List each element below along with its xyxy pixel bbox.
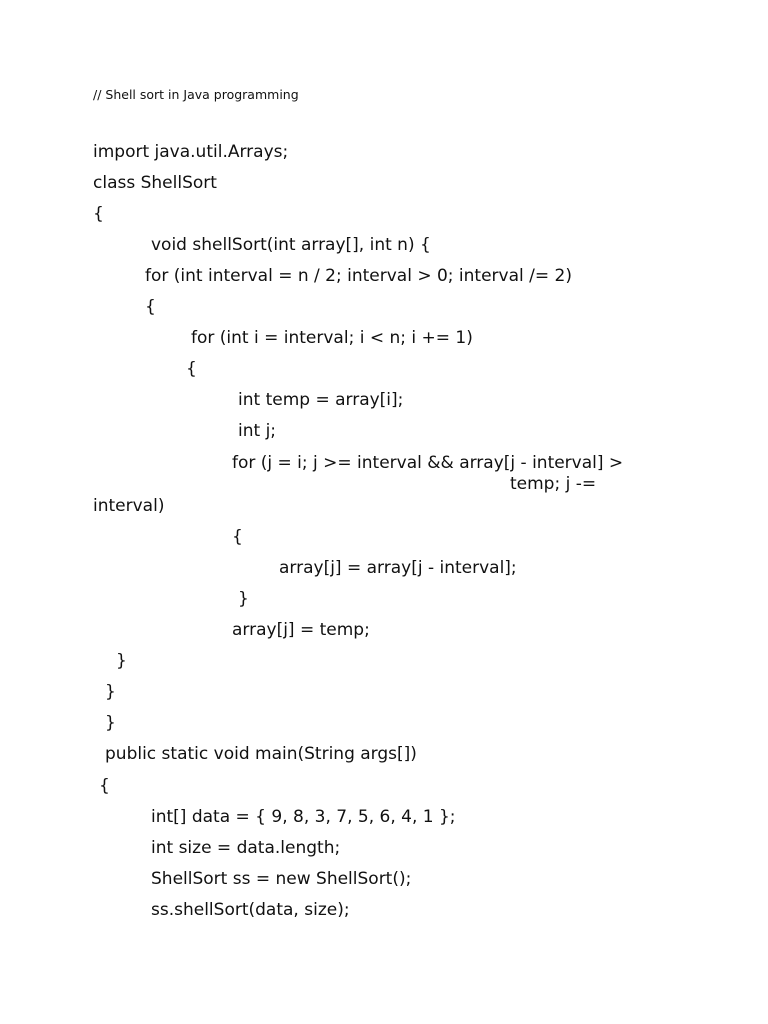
code-line: public static void main(String args[]) (105, 744, 417, 764)
code-line: { (99, 776, 110, 796)
code-line: temp; j -= (510, 474, 597, 494)
code-line: int[] data = { 9, 8, 3, 7, 5, 6, 4, 1 }; (151, 807, 456, 827)
code-line: { (186, 359, 197, 379)
code-line: int size = data.length; (151, 838, 341, 858)
code-line: } (238, 589, 249, 609)
code-line: array[j] = array[j - interval]; (279, 558, 517, 578)
code-line: for (int interval = n / 2; interval > 0; interval /= 2) (145, 266, 572, 286)
code-comment: // Shell sort in Java programming (93, 87, 299, 102)
code-line: interval) (93, 496, 165, 516)
code-line: { (232, 527, 243, 547)
code-line: } (105, 682, 116, 702)
code-line: void shellSort(int array[], int n) { (151, 235, 431, 255)
code-line: ss.shellSort(data, size); (151, 900, 350, 920)
code-line: for (j = i; j >= interval && array[j - interval] > (232, 453, 624, 473)
code-line: } (116, 651, 127, 671)
code-line: int temp = array[i]; (238, 390, 404, 410)
code-line: class ShellSort (93, 173, 217, 193)
code-line: } (105, 713, 116, 733)
code-line: array[j] = temp; (232, 620, 370, 640)
code-line: { (93, 204, 104, 224)
code-line: import java.util.Arrays; (93, 142, 289, 162)
code-line: { (145, 297, 156, 317)
code-line: ShellSort ss = new ShellSort(); (151, 869, 412, 889)
code-line: for (int i = interval; i < n; i += 1) (191, 328, 473, 348)
code-line: int j; (238, 421, 277, 441)
